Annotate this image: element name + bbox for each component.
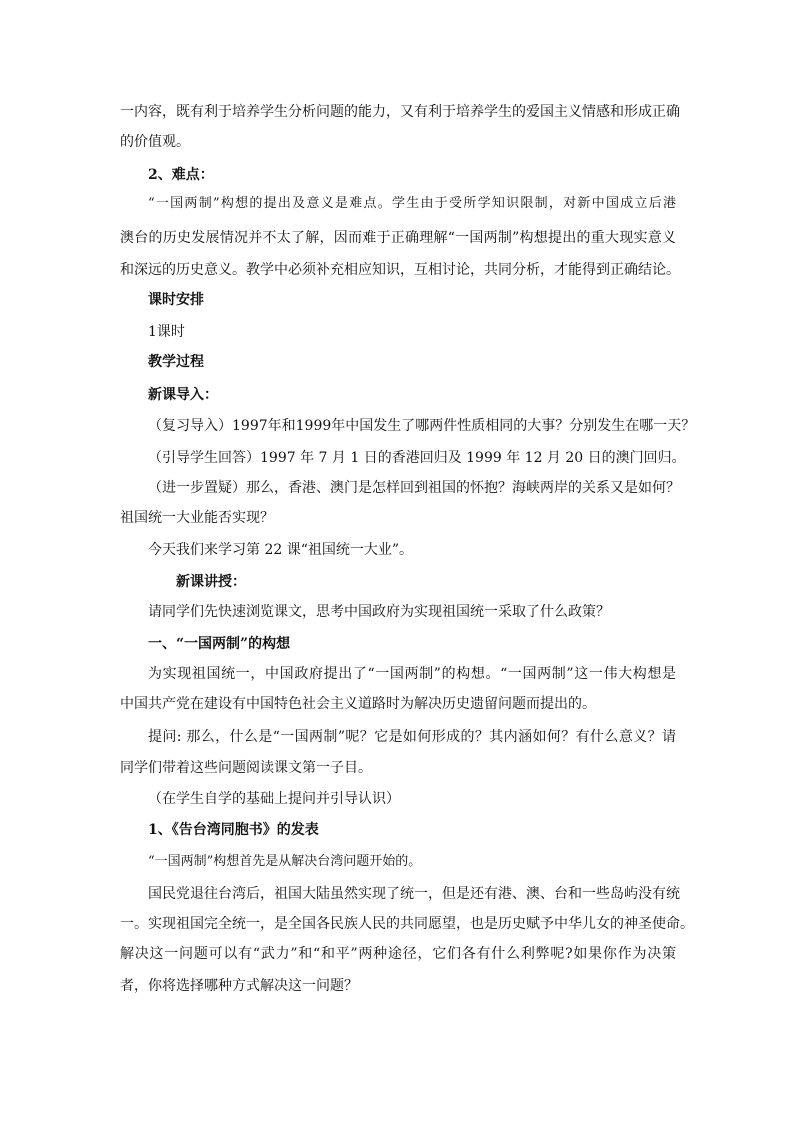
paragraph-line: 一内容，既有利于培养学生分析问题的能力，又有利于培养学生的爱国主义情感和形成正确 (120, 104, 680, 120)
paragraph-line: （复习导入）1997年和1999年中国发生了哪两件性质相同的大事？分别发生在哪一天？ (148, 418, 696, 434)
heading-one-country-two-systems: 一、“一国两制”的构想 (148, 636, 291, 652)
heading-teaching-process: 教学过程 (148, 354, 204, 370)
paragraph-line: 的价值观。 (120, 134, 190, 150)
paragraph-line: （在学生自学的基础上提问并引导认识） (148, 791, 400, 807)
paragraph-line: （引导学生回答）1997 年 7 月 1 日的香港回归及 1999 年 12 月 20 日的澳门回归。 (148, 450, 686, 466)
paragraph-line: 为实现祖国统一，中国政府提出了“一国两制”的构想。“一国两制”这一伟大构想是 (148, 666, 676, 682)
paragraph-line: 祖国统一大业能否实现？ (120, 510, 274, 526)
paragraph-line: 请同学们先快速浏览课文，思考中国政府为实现祖国统一采取了什么政策？ (148, 604, 610, 620)
paragraph-line: 同学们带着这些问题阅读课文第一子目。 (120, 760, 372, 776)
paragraph-line: 和深远的历史意义。教学中必须补充相应知识，互相讨论，共同分析，才能得到正确结论。 (120, 262, 680, 278)
paragraph-line: “一国两制”构想首先是从解决台湾问题开始的。 (148, 854, 422, 869)
heading-letter-to-taiwan-compatriots: 1、《告台湾同胞书》的发表 (148, 822, 319, 838)
section-heading-difficulty: 2、难点： (148, 167, 214, 183)
heading-new-lesson-teaching: 新课讲授： (176, 574, 246, 590)
paragraph-line: 中国共产党在建设有中国特色社会主义道路时为解决历史遗留问题而提出的。 (120, 696, 596, 712)
paragraph-line: 一。实现祖国完全统一，是全国各民族人民的共同愿望，也是历史赋予中华儿女的神圣使命。 (120, 916, 694, 932)
paragraph-line: 澳台的历史发展情况并不太了解，因而难于正确理解“一国两制”构想提出的重大现实意义 (120, 230, 676, 246)
heading-class-schedule: 课时安排 (148, 292, 204, 308)
paragraph-line: 提问: 那么，什么是“一国两制”呢？它是如何形成的？其内涵如何？有什么意义？请 (148, 729, 676, 745)
paragraph-line: 解决这一问题可以有“武力”和“和平”两种途径，它们各有什么利弊呢?如果你作为决策 (120, 946, 676, 962)
paragraph-line: “一国两制”构想的提出及意义是难点。学生由于受所学知识限制，对新中国成立后港 (148, 196, 676, 211)
paragraph-line: 国民党退往台湾后，祖国大陆虽然实现了统一，但是还有港、澳、台和一些岛屿没有统 (148, 886, 680, 902)
paragraph-line: （进一步置疑）那么，香港、澳门是怎样回到祖国的怀抱？海峡两岸的关系又是如何？ (148, 480, 680, 496)
heading-new-lesson-intro: 新课导入： (148, 387, 218, 403)
paragraph-line: 今天我们来学习第 22 课“祖国统一大业”。 (148, 542, 414, 558)
class-hours-text: 1课时 (148, 324, 185, 340)
paragraph-line: 者，你将选择哪种方式解决这一问题？ (120, 978, 358, 994)
